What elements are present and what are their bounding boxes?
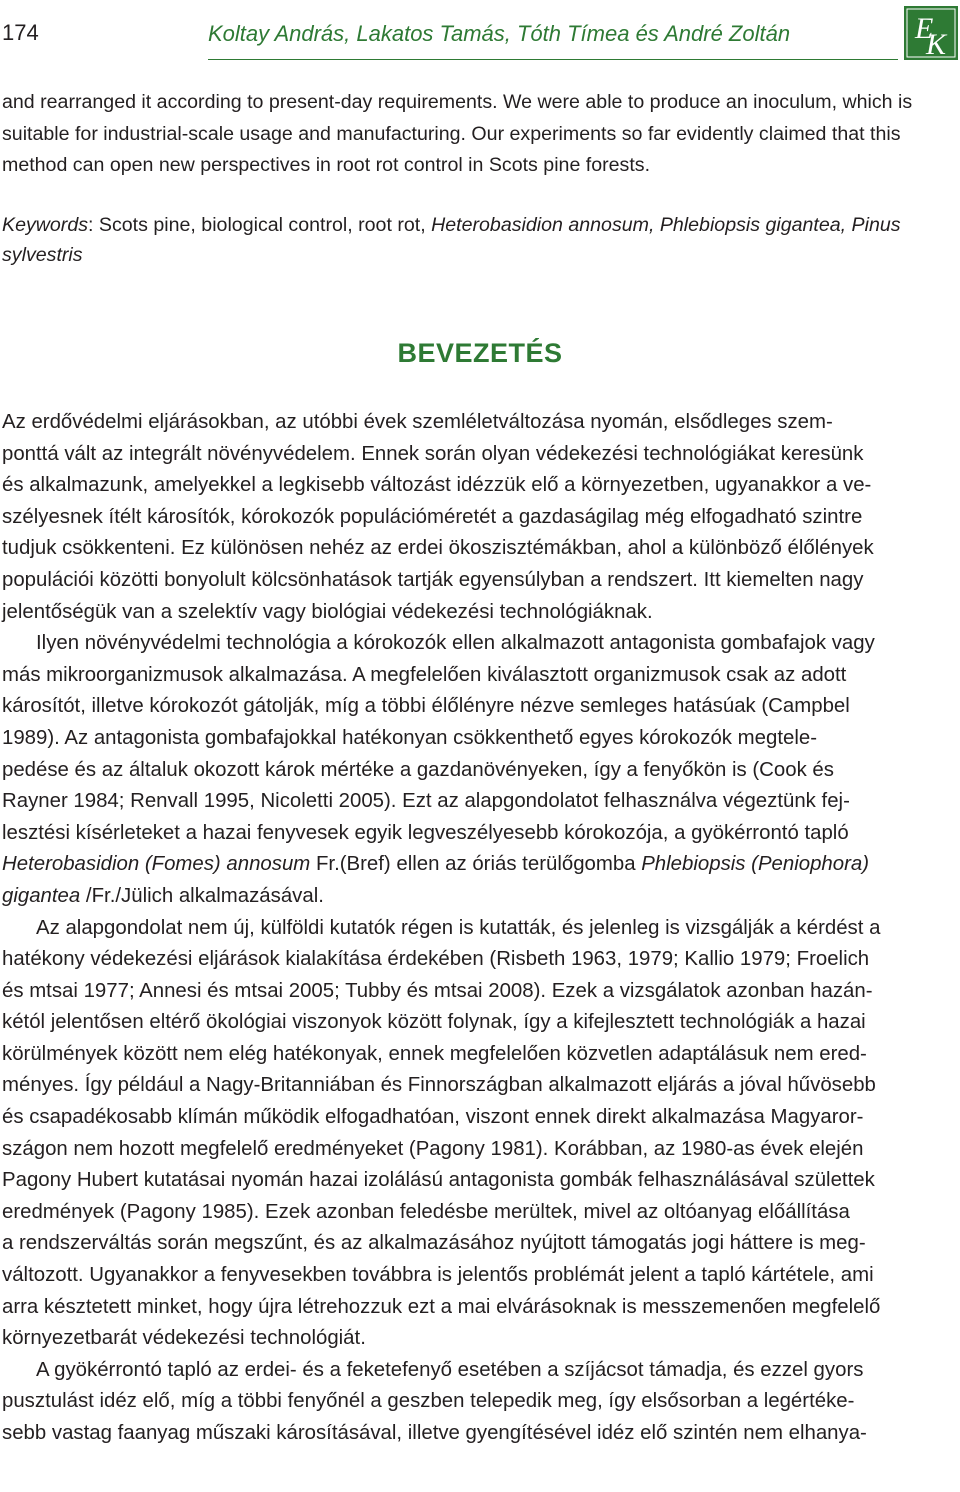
- abstract-continuation: [2, 87, 958, 182]
- body-line: arra késztetett minket, hogy újra létrehozzuk ezt a mai elvárásoknak is messzemenően megfelelő: [2, 1295, 881, 1318]
- journal-logo-icon: [904, 6, 958, 60]
- body-line: Az erdővédelmi eljárásokban, az utóbbi évek szemléletváltozása nyomán, elsődleges szem-: [2, 411, 833, 433]
- body-line-mixed: [2, 881, 958, 913]
- body-text-run: /Fr./Jülich alkalmazásával.: [80, 884, 324, 907]
- body-line: és mtsai 1977; Annesi és mtsai 2005; Tubby és mtsai 2008). Ezek a vizsgálatok azonban hazán-: [2, 979, 873, 1002]
- species-name: Heterobasidion (Fomes) annosum: [2, 853, 311, 876]
- body-line: lesztési kísérleteket a hazai fenyvesek egyik legveszélyesebb kórokozója, a gyökérrontó tapló: [2, 821, 849, 844]
- body-line: tudjuk csökkenteni. Ez különösen nehéz az erdei ökoszisztémákban, ahol a különböző élőlények: [2, 537, 874, 560]
- body-line: szélyesnek ítélt károsítók, kórokozók populációméretét a gazdaságilag még elfogadható szintre: [2, 505, 863, 528]
- keywords-species: Heterobasidion annosum, Phlebiopsis gigantea, Pinus: [431, 214, 901, 236]
- body-line: 1989). Az antagonista gombafajokkal hatékonyan csökkenthető egyes kórokozók megtele-: [2, 726, 817, 749]
- page-header: [0, 0, 960, 64]
- body-line: károsítót, illetve kórokozót gátolják, míg a többi élőlényre nézve semleges hatásúak (Campbel: [2, 695, 850, 718]
- body-line: és alkalmazunk, amelyekkel a legkisebb változást idézzük elő a környezetben, ugyanakkor a ve-: [2, 474, 872, 497]
- page-number: 174: [2, 20, 39, 45]
- body-line: és csapadékosabb klímán működik elfogadhatóan, viszont ennek direkt alkalmazása Magyaror-: [2, 1106, 864, 1129]
- abstract-line: and rearranged it according to present-day requirements. We were able to produce an inoculum, which is: [2, 91, 913, 113]
- body-line: populációi közötti bonyolult kölcsönhatások tartják egyensúlyban a rendszert. Itt kiemelten nagy: [2, 568, 864, 591]
- svg-text:E: E: [915, 12, 934, 45]
- species-name: Phlebiopsis (Peniophora): [641, 853, 870, 876]
- body-line: kétól jelentősen eltérő ökológiai viszonyok között folynak, így a kifejlesztett technológiák a hazai: [2, 1011, 866, 1034]
- keywords-block: [2, 210, 958, 270]
- body-line: jelentőségük van a szelektív vagy biológiai védekezési technológiáknak.: [2, 600, 653, 623]
- header-rule: [208, 59, 898, 60]
- species-name: gigantea: [2, 884, 81, 907]
- abstract-line: suitable for industrial-scale usage and manufacturing. Our experiments so far evidently claimed that this: [2, 122, 901, 145]
- body-line: Ilyen növényvédelmi technológia a kórokozók ellen alkalmazott antagonista gombafajok vagy: [36, 632, 875, 655]
- body-line: sebb vastag faanyag műszaki károsításával, illetve gyengítésével idéz elő szintén nem elhanya-: [2, 1422, 867, 1444]
- body-line: körülmények között nem elég hatékonyak, ennek megfelelően közvetlen adaptálásuk nem ered-: [2, 1042, 867, 1065]
- body-line: a rendszerváltás során megszűnt, és az alkalmazásához nyújtott támogatás jogi háttere is meg-: [2, 1232, 866, 1255]
- keywords-line: [2, 240, 958, 270]
- keywords-line: [2, 210, 958, 240]
- body-line-mixed: [2, 849, 958, 881]
- running-title: Koltay András, Lakatos Tamás, Tóth Tímea és André Zoltán: [208, 21, 791, 46]
- body-line: hatékony védekezési eljárások kialakítása érdekében (Risbeth 1963, 1979; Kallio 1979; Froelich: [2, 948, 870, 971]
- body-line: ményes. Így például a Nagy-Britanniában és Finnországban alkalmazott eljárás a jóval hűvösebb: [2, 1074, 876, 1097]
- body-line: A gyökérrontó tapló az erdei- és a feketefenyő esetében a szíjácsot támadja, és ezzel gyors: [36, 1358, 864, 1381]
- body-line: szágon nem hozott megfelelő eredményeket (Pagony 1981). Korábban, az 1980-as évek elején: [2, 1137, 864, 1160]
- body-line: pedése és az általuk okozott károk mértéke a gazdanövényeken, így a fenyőkön is (Cook és: [2, 758, 834, 781]
- body-line: Az alapgondolat nem új, külföldi kutatók régen is kutatták, és jelenleg is vizsgálják a kérdést a: [36, 916, 881, 939]
- abstract-line: method can open new perspectives in root rot control in Scots pine forests.: [2, 154, 651, 176]
- body-line: Pagony Hubert kutatásai nyomán hazai izolálású antagonista gombák felhasználásával születtek: [2, 1169, 875, 1192]
- keywords-species: sylvestris: [2, 244, 83, 266]
- keywords-plain: : Scots pine, biological control, root rot,: [88, 214, 432, 236]
- body-line: más mikroorganizmusok alkalmazása. A megfelelően kiválasztott organizmusok csak az adott: [2, 663, 847, 686]
- body-line: pusztulást idéz elő, míg a többi fenyőnél a geszben telepedik meg, így elsősorban a legértéke-: [2, 1390, 855, 1413]
- section-title: BEVEZETÉS: [397, 338, 563, 368]
- svg-text:K: K: [926, 28, 947, 60]
- keywords-label: Keywords: [2, 214, 89, 236]
- body-text: [2, 407, 958, 1450]
- body-text-run: Fr.(Bref) ellen az óriás terülőgomba: [310, 853, 642, 876]
- body-line: változott. Ugyanakkor a fenyvesekben továbbra is jelentős problémát jelent a tapló kártétele, ami: [2, 1264, 874, 1287]
- body-line: Rayner 1984; Renvall 1995, Nicoletti 2005). Ezt az alapgondolatot felhasználva végeztünk fej-: [2, 790, 850, 813]
- body-line: eredmények (Pagony 1985). Ezek azonban feledésbe merültek, mivel az oltóanyag előállítása: [2, 1200, 850, 1223]
- body-line: ponttá vált az integrált növényvédelem. Ennek során olyan védekezési technológiákat keresünk: [2, 442, 864, 465]
- body-line: környezetbarát védekezési technológiát.: [2, 1327, 366, 1350]
